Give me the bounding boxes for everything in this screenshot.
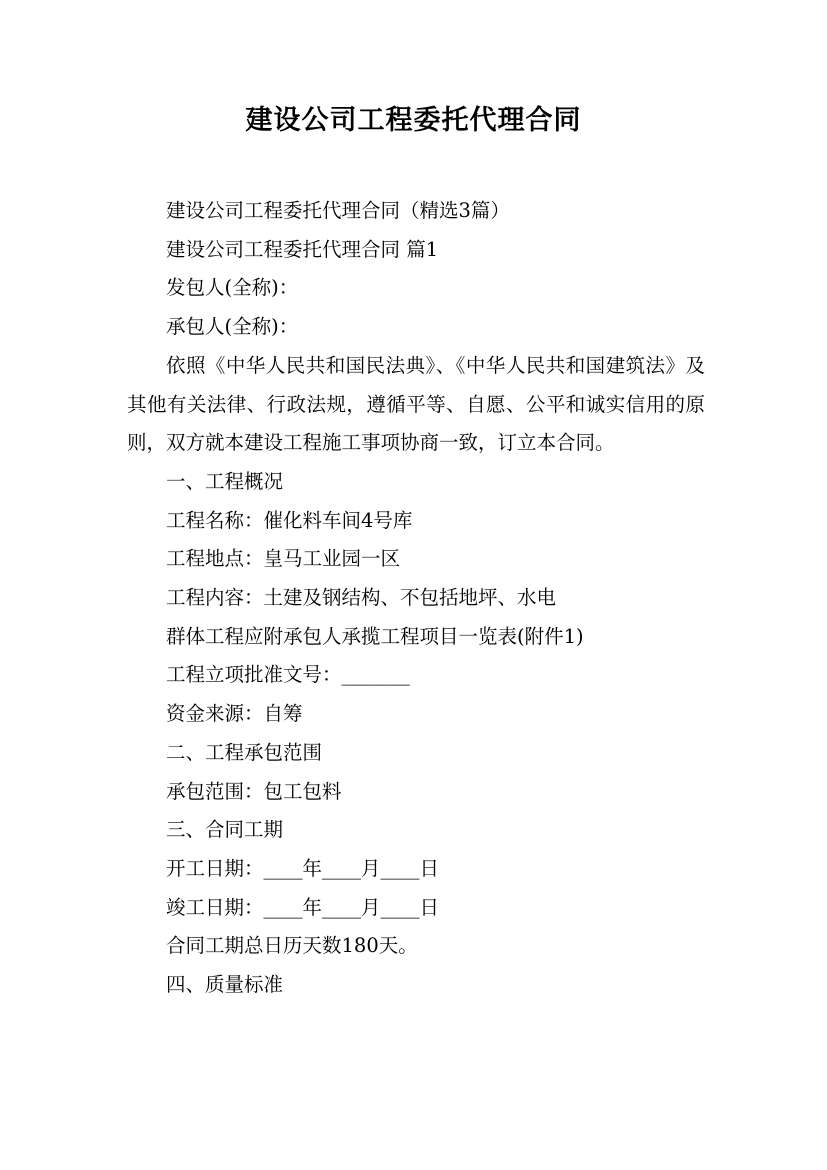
paragraph-preamble: 依照《中华人民共和国民法典》、《中华人民共和国建筑法》及其他有关法律、行政法规，遵循平等、自愿、公平和诚实信用的原则，双方就本建设工程施工事项协商一致，订立本合同。: [127, 353, 705, 455]
document-body: [127, 192, 705, 1005]
section-heading-overview: 一、工程概况: [166, 469, 284, 493]
paragraph-project-name: 工程名称：催化料车间4号库: [166, 508, 413, 532]
paragraph-total-days: 合同工期总日历天数180天。: [166, 934, 418, 958]
section-heading-scope: 二、工程承包范围: [166, 740, 323, 764]
paragraph-start-date: 开工日期：____年____月____日: [166, 856, 440, 880]
paragraph-group-projects: 群体工程应附承包人承揽工程项目一览表(附件1): [166, 624, 584, 648]
paragraph-project-content: 工程内容：土建及钢结构、不包括地坪、水电: [166, 586, 557, 610]
paragraph-completion-date: 竣工日期：____年____月____日: [166, 895, 440, 919]
section-heading-duration: 三、合同工期: [166, 818, 284, 842]
paragraph-project-location: 工程地点：皇马工业园一区: [166, 547, 401, 571]
document-title: 建设公司工程委托代理合同: [245, 105, 582, 136]
paragraph-part-heading: 建设公司工程委托代理合同 篇1: [166, 237, 439, 261]
paragraph-employer: 发包人(全称)：: [166, 276, 299, 300]
paragraph-contractor: 承包人(全称)：: [166, 315, 299, 339]
paragraph-funding-source: 资金来源：自筹: [166, 702, 303, 726]
paragraph-collection-heading: 建设公司工程委托代理合同（精选3篇）: [166, 199, 510, 222]
paragraph-scope: 承包范围：包工包料: [166, 779, 342, 803]
section-heading-quality: 四、质量标准: [166, 973, 284, 997]
paragraph-approval-number: 工程立项批准文号：_______: [166, 663, 410, 687]
